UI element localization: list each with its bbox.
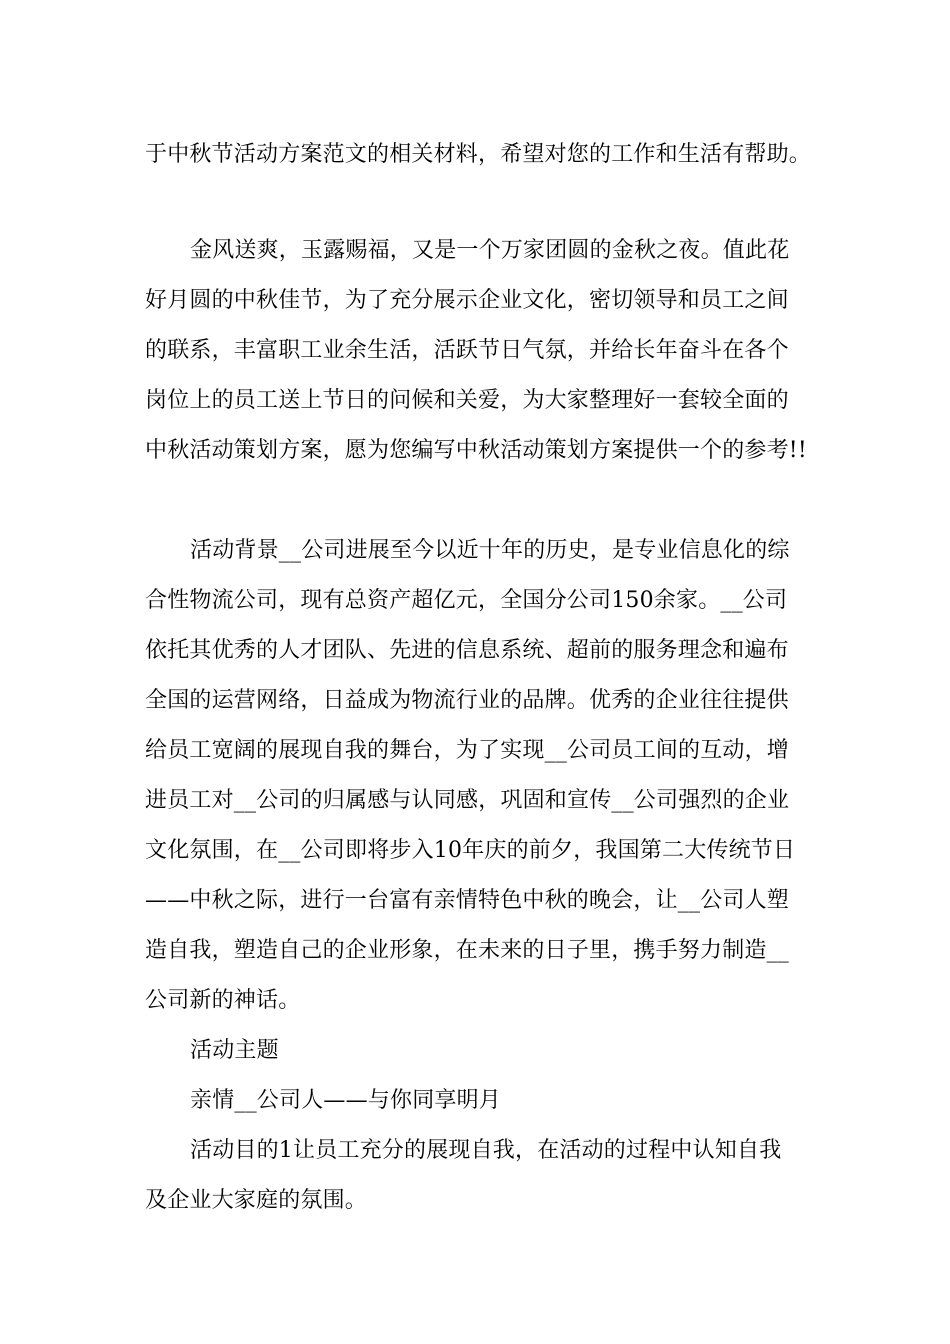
text-line: 公司新的神话。 bbox=[145, 988, 301, 1013]
text-line: 依托其优秀的人才团队、先进的信息系统、超前的服务理念和遍布 bbox=[145, 638, 789, 663]
text-line: 的联系，丰富职工业余生活，活跃节日气氛，并给长年奋斗在各个 bbox=[145, 338, 789, 363]
text-line: 中秋活动策划方案，愿为您编写中秋活动策划方案提供一个的参考!! bbox=[145, 438, 807, 463]
text-line: 文化氛围，在__公司即将步入10年庆的前夕，我国第二大传统节日 bbox=[145, 838, 796, 863]
text-line: 进员工对__公司的归属感与认同感，巩固和宣传__公司强烈的企业 bbox=[145, 788, 790, 813]
text-line: 及企业大家庭的氛围。 bbox=[145, 1188, 368, 1213]
text-line: 活动目的1让员工充分的展现自我，在活动的过程中认知自我 bbox=[190, 1138, 782, 1163]
text-line: 好月圆的中秋佳节，为了充分展示企业文化，密切领导和员工之间 bbox=[145, 288, 789, 313]
text-line: 金风送爽，玉露赐福，又是一个万家团圆的金秋之夜。值此花 bbox=[190, 238, 790, 263]
text-line: 亲情__公司人——与你同享明月 bbox=[190, 1088, 502, 1113]
text-line: 活动背景__公司进展至今以近十年的历史，是专业信息化的综 bbox=[190, 538, 790, 563]
text-line: 于中秋节活动方案范文的相关材料，希望对您的工作和生活有帮助。 bbox=[145, 142, 812, 167]
text-line: 造自我，塑造自己的企业形象，在未来的日子里，携手努力制造__ bbox=[145, 938, 790, 963]
text-line: 岗位上的员工送上节日的问候和关爱，为大家整理好一套较全面的 bbox=[145, 388, 789, 413]
text-line: 给员工宽阔的展现自我的舞台，为了实现__公司员工间的互动，增 bbox=[145, 738, 790, 763]
text-line: 全国的运营网络，日益成为物流行业的品牌。优秀的企业往往提供 bbox=[145, 688, 789, 713]
section-heading: 活动主题 bbox=[190, 1038, 279, 1063]
text-line: 合性物流公司，现有总资产超亿元，全国分公司150余家。__公司 bbox=[145, 588, 788, 613]
text-line: ——中秋之际，进行一台富有亲情特色中秋的晚会，让__公司人塑 bbox=[145, 888, 790, 913]
